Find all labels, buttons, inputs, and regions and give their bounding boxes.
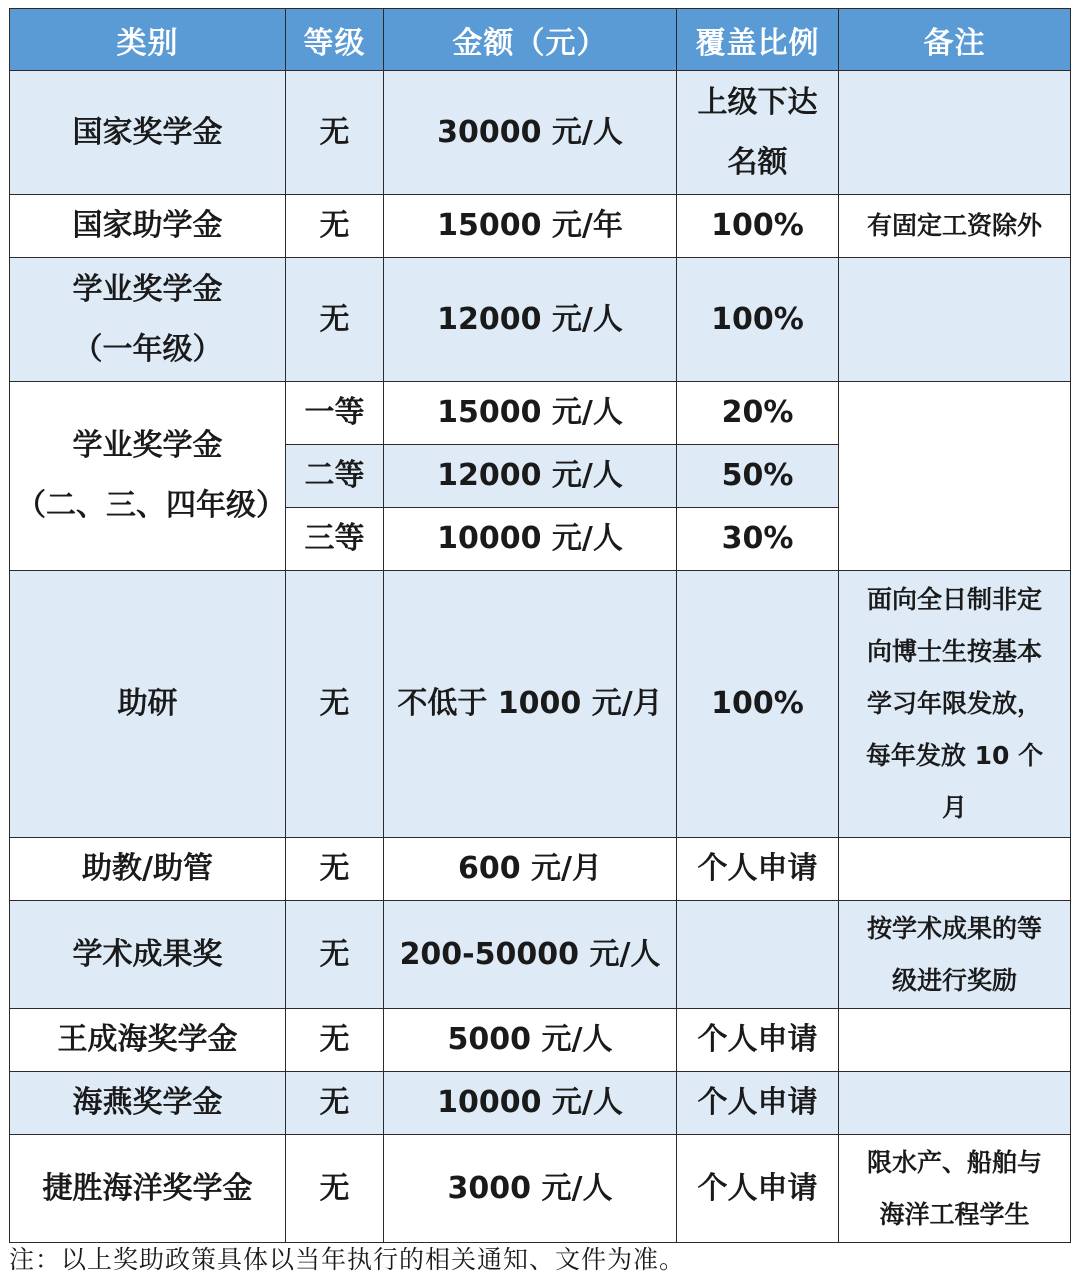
cell-remark xyxy=(839,382,1071,571)
cell-amount: 10000 元/人 xyxy=(384,508,677,571)
remark-line: 按学术成果的等 xyxy=(866,913,1042,943)
cell-category xyxy=(10,258,286,382)
table-header-row xyxy=(10,9,1071,71)
remark-line: 海洋工程学生 xyxy=(879,1199,1030,1229)
cell-amount: 15000 元/年 xyxy=(384,195,677,258)
cell-category: 助教/助管 xyxy=(10,838,286,901)
cell-category: 捷胜海洋奖学金 xyxy=(10,1135,286,1243)
cell-coverage: 50% xyxy=(677,445,839,508)
cell-amount: 200-50000 元/人 xyxy=(384,901,677,1009)
cell-level: 无 xyxy=(286,71,384,195)
cell-category: 海燕奖学金 xyxy=(10,1072,286,1135)
cell-remark xyxy=(839,571,1071,838)
cell-remark xyxy=(839,1072,1071,1135)
table-row-research-assistant xyxy=(10,571,1071,838)
cell-remark xyxy=(839,901,1071,1009)
cell-coverage: 个人申请 xyxy=(677,1009,839,1072)
cell-coverage: 个人申请 xyxy=(677,1135,839,1243)
header-category: 类别 xyxy=(10,9,286,71)
remark-line: 每年发放 10 个 xyxy=(865,741,1044,770)
cell-coverage: 100% xyxy=(677,195,839,258)
cell-amount: 5000 元/人 xyxy=(384,1009,677,1072)
cell-amount: 600 元/月 xyxy=(384,838,677,901)
cell-level: 无 xyxy=(286,258,384,382)
cell-amount: 3000 元/人 xyxy=(384,1135,677,1243)
category-line: 学业奖学金 xyxy=(72,428,223,463)
footnote: 注：以上奖助政策具体以当年执行的相关通知、文件为准。 xyxy=(9,1245,686,1274)
cell-category: 国家助学金 xyxy=(10,195,286,258)
cell-level: 无 xyxy=(286,838,384,901)
cell-coverage: 100% xyxy=(677,258,839,382)
table-row-academic-tier-1 xyxy=(10,382,1071,445)
table-row-academic-achievement xyxy=(10,901,1071,1009)
header-level: 等级 xyxy=(286,9,384,71)
coverage-line: 上级下达 xyxy=(697,84,818,120)
cell-level: 无 xyxy=(286,1009,384,1072)
cell-level: 无 xyxy=(286,1135,384,1243)
cell-amount: 12000 元/人 xyxy=(384,445,677,508)
remark-line: 限水产、船舶与 xyxy=(866,1147,1042,1177)
cell-coverage: 个人申请 xyxy=(677,838,839,901)
remark-line: 面向全日制非定 xyxy=(866,585,1042,614)
cell-amount: 12000 元/人 xyxy=(384,258,677,382)
cell-level: 无 xyxy=(286,571,384,838)
cell-amount: 10000 元/人 xyxy=(384,1072,677,1135)
scholarship-table-container xyxy=(9,8,1070,1243)
cell-level: 一等 xyxy=(286,382,384,445)
table-row-academic-first-year xyxy=(10,258,1071,382)
table-row-national-grant xyxy=(10,195,1071,258)
cell-level: 无 xyxy=(286,195,384,258)
coverage-line: 名额 xyxy=(727,144,788,180)
header-remark: 备注 xyxy=(839,9,1071,71)
cell-category: 学术成果奖 xyxy=(10,901,286,1009)
cell-level: 三等 xyxy=(286,508,384,571)
table-row-haiyan xyxy=(10,1072,1071,1135)
remark-line: 向博士生按基本 xyxy=(866,637,1042,666)
table-row-teaching-assistant xyxy=(10,838,1071,901)
cell-coverage: 30% xyxy=(677,508,839,571)
cell-level: 二等 xyxy=(286,445,384,508)
cell-remark xyxy=(839,1009,1071,1072)
cell-category: 国家奖学金 xyxy=(10,71,286,195)
cell-category: 助研 xyxy=(10,571,286,838)
cell-remark: 有固定工资除外 xyxy=(839,195,1071,258)
cell-category: 王成海奖学金 xyxy=(10,1009,286,1072)
cell-coverage: 个人申请 xyxy=(677,1072,839,1135)
cell-coverage: 100% xyxy=(677,571,839,838)
cell-amount: 不低于 1000 元/月 xyxy=(384,571,677,838)
table-row-wang-chenghai xyxy=(10,1009,1071,1072)
cell-remark xyxy=(839,71,1071,195)
header-coverage: 覆盖比例 xyxy=(677,9,839,71)
scholarship-table xyxy=(9,8,1071,1243)
remark-line: 级进行奖励 xyxy=(891,965,1017,995)
cell-level: 无 xyxy=(286,901,384,1009)
cell-remark xyxy=(839,1135,1071,1243)
table-row-national-scholarship xyxy=(10,71,1071,195)
cell-coverage: 20% xyxy=(677,382,839,445)
table-row-jiesheng-ocean xyxy=(10,1135,1071,1243)
cell-category xyxy=(10,382,286,571)
category-line: （二、三、四年级） xyxy=(16,488,286,523)
cell-amount: 15000 元/人 xyxy=(384,382,677,445)
cell-coverage xyxy=(677,901,839,1009)
cell-amount: 30000 元/人 xyxy=(384,71,677,195)
category-line: 学业奖学金 xyxy=(72,271,223,307)
cell-remark xyxy=(839,838,1071,901)
remark-line: 学习年限发放， xyxy=(866,689,1042,718)
cell-level: 无 xyxy=(286,1072,384,1135)
category-line: （一年级） xyxy=(72,331,223,367)
cell-remark xyxy=(839,258,1071,382)
header-amount: 金额（元） xyxy=(384,9,677,71)
cell-coverage xyxy=(677,71,839,195)
remark-line: 月 xyxy=(941,793,967,822)
